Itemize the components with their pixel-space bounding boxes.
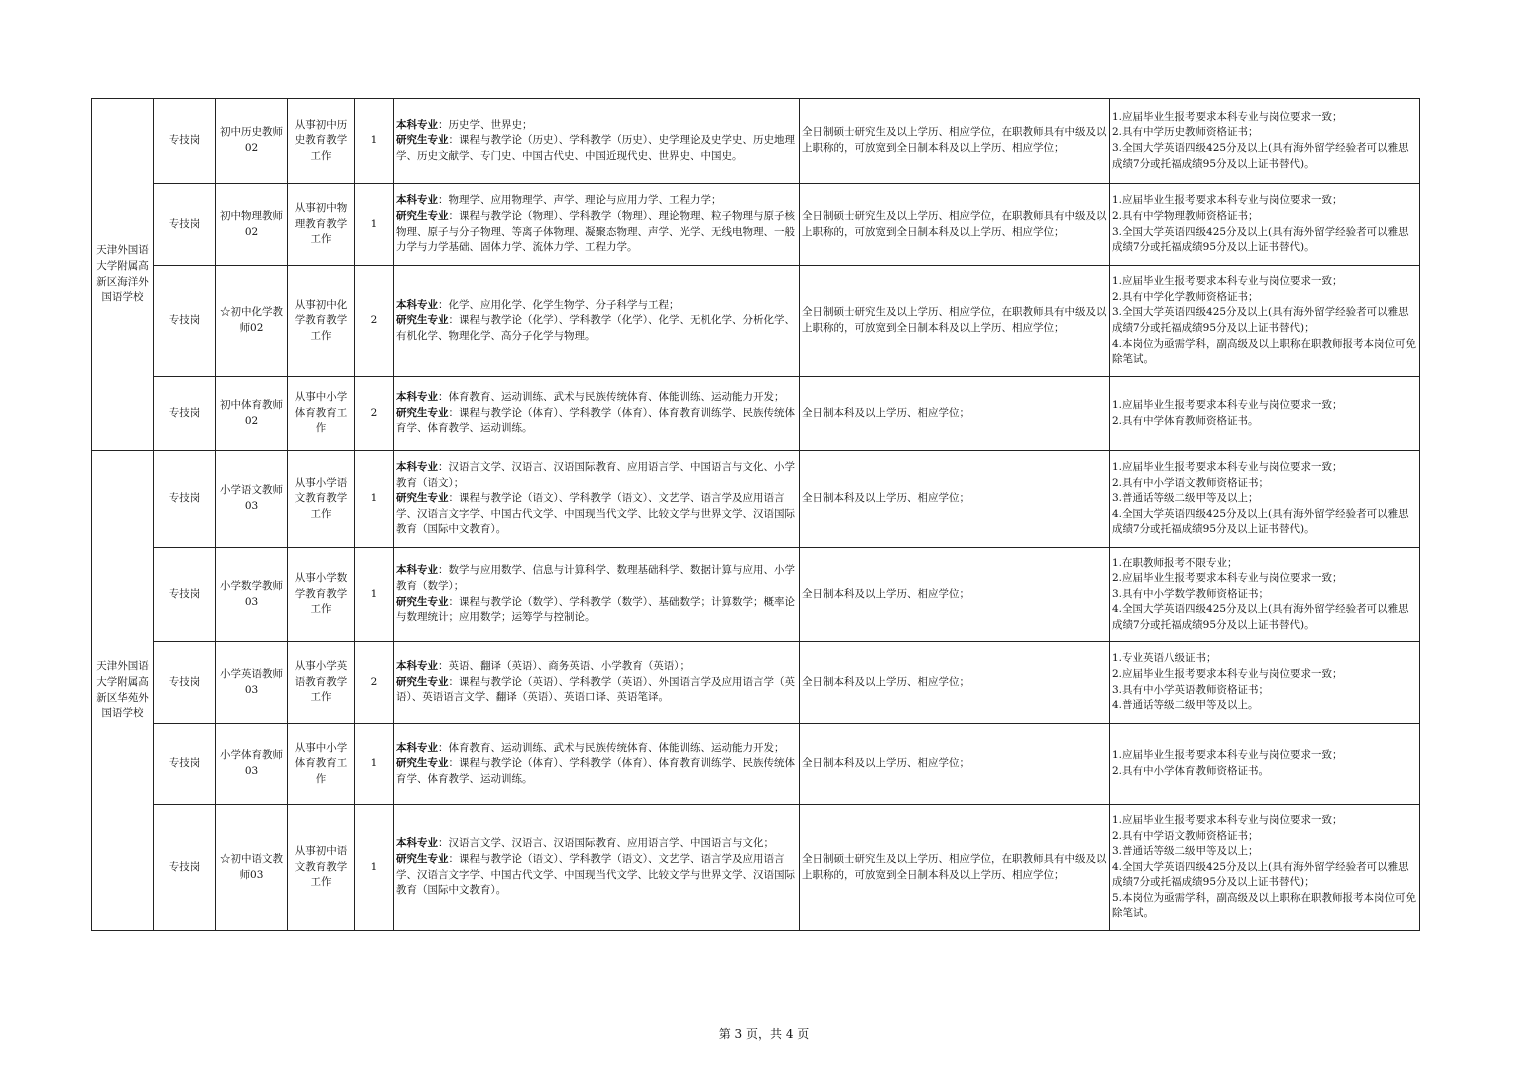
other-requirements	[1110, 451, 1420, 548]
post-type: 专技岗	[154, 377, 216, 451]
education-requirement: 全日制本科及以上学历、相应学位；	[800, 548, 1110, 642]
headcount: 1	[355, 451, 394, 548]
headcount: 1	[355, 805, 394, 931]
undergrad-majors: ：体育教育、运动训练、武术与民族传统体育、体能训练、运动能力开发；	[438, 741, 785, 754]
major-cell	[394, 377, 800, 451]
duty: 从事初中物理教育教学工作	[288, 184, 355, 266]
duty: 从事初中历史教育教学工作	[288, 99, 355, 184]
grad-label: 研究生专业	[396, 595, 449, 608]
other-requirements	[1110, 377, 1420, 451]
post-type: 专技岗	[154, 266, 216, 377]
education-requirement: 全日制硕士研究生及以上学历、相应学位，在职教师具有中级及以上职称的，可放宽到全日制本科及以上学历、相应学位；	[800, 99, 1110, 184]
grad-label: 研究生专业	[396, 209, 449, 222]
table-row	[92, 184, 1420, 266]
undergrad-majors: ：物理学、应用物理学、声学、理论与应用力学、工程力学；	[438, 194, 722, 207]
grad-label: 研究生专业	[396, 492, 449, 505]
undergrad-label: 本科专业	[396, 837, 438, 850]
other-requirements	[1110, 548, 1420, 642]
requirement-line: 2.具有中学历史教师资格证书；	[1112, 126, 1259, 139]
requirement-line: 3.具有中小学英语教师资格证书；	[1112, 683, 1270, 696]
undergrad-majors: ：历史学、世界史；	[438, 118, 533, 131]
requirement-line: 2.具有中学化学教师资格证书；	[1112, 290, 1259, 303]
duty: 从事中小学体育教育工作	[288, 724, 355, 805]
undergrad-label: 本科专业	[396, 298, 438, 311]
other-requirements	[1110, 724, 1420, 805]
major-cell	[394, 548, 800, 642]
education-requirement: 全日制硕士研究生及以上学历、相应学位，在职教师具有中级及以上职称的，可放宽到全日制本科及以上学历、相应学位；	[800, 184, 1110, 266]
requirement-line: 1.应届毕业生报考要求本科专业与岗位要求一致；	[1112, 398, 1343, 411]
post-type: 专技岗	[154, 184, 216, 266]
grad-label: 研究生专业	[396, 406, 449, 419]
table-row	[92, 377, 1420, 451]
position-name: 小学英语教师03	[216, 642, 288, 724]
requirement-line: 3.具有中小学数学教师资格证书；	[1112, 587, 1270, 600]
undergrad-label: 本科专业	[396, 564, 438, 577]
duty: 从事初中语文教育教学工作	[288, 805, 355, 931]
requirement-line: 3.全国大学英语四级425分及以上(具有海外留学经验者可以雅思成绩7分或托福成绩95分及以上证书替代)。	[1112, 142, 1409, 170]
other-requirements	[1110, 99, 1420, 184]
requirement-line: 1.在职教师报考不限专业；	[1112, 556, 1238, 569]
grad-majors: ：课程与教学论（物理）、学科教学（物理）、理论物理、粒子物理与原子核物理、原子与分子物理、等离子体物理、凝聚态物理、声学、光学、无线电物理、一般力学与力学基础、固体力学、流体力学、工程力学。	[396, 209, 795, 254]
headcount: 1	[355, 99, 394, 184]
headcount: 2	[355, 377, 394, 451]
table-row	[92, 548, 1420, 642]
grad-majors: ：课程与教学论（历史）、学科教学（历史）、史学理论及史学史、历史地理学、历史文献学、专门史、中国古代史、中国近现代史、世界史、中国史。	[396, 134, 795, 162]
grad-majors: ：课程与教学论（语文）、学科教学（语文）、文艺学、语言学及应用语言学、汉语言文字学、中国古代文学、中国现当代文学、比较文学与世界文学、汉语国际教育（国际中文教育）。	[396, 852, 795, 897]
post-type: 专技岗	[154, 548, 216, 642]
post-type: 专技岗	[154, 724, 216, 805]
requirement-line: 1.专业英语八级证书；	[1112, 652, 1217, 665]
school-name: 天津外国语大学附属高新区华苑外国语学校	[92, 451, 154, 931]
grad-majors: ：课程与教学论（体育）、学科教学（体育）、体育教育训练学、民族传统体育学、体育教学、运动训练。	[396, 757, 795, 785]
table-row	[92, 805, 1420, 931]
requirement-line: 4.本岗位为亟需学科，副高级及以上职称在职教师报考本岗位可免除笔试。	[1112, 337, 1417, 366]
position-name: 初中历史教师02	[216, 99, 288, 184]
grad-majors: ：课程与教学论（数学）、学科教学（数学）、基础数学；计算数学；概率论与数理统计；应用数学；运筹学与控制论。	[396, 595, 795, 624]
undergrad-majors: ：体育教育、运动训练、武术与民族传统体育、体能训练、运动能力开发；	[438, 391, 785, 404]
requirement-line: 3.全国大学英语四级425分及以上(具有海外留学经验者可以雅思成绩7分或托福成绩95分及以上证书替代)。	[1112, 225, 1409, 254]
other-requirements	[1110, 184, 1420, 266]
undergrad-label: 本科专业	[396, 660, 438, 673]
requirement-line: 1.应届毕业生报考要求本科专业与岗位要求一致；	[1112, 194, 1343, 207]
education-requirement: 全日制本科及以上学历、相应学位；	[800, 451, 1110, 548]
requirement-line: 2.应届毕业生报考要求本科专业与岗位要求一致；	[1112, 667, 1343, 680]
major-cell	[394, 642, 800, 724]
undergrad-label: 本科专业	[396, 391, 438, 404]
undergrad-label: 本科专业	[396, 118, 438, 131]
position-name: 小学数学教师03	[216, 548, 288, 642]
education-requirement: 全日制硕士研究生及以上学历、相应学位，在职教师具有中级及以上职称的，可放宽到全日制本科及以上学历、相应学位；	[800, 266, 1110, 377]
grad-majors: ：课程与教学论（体育）、学科教学（体育）、体育教育训练学、民族传统体育学、体育教学、运动训练。	[396, 406, 795, 435]
major-cell	[394, 724, 800, 805]
requirement-line: 2.应届毕业生报考要求本科专业与岗位要求一致；	[1112, 572, 1343, 585]
duty: 从事小学英语教育教学工作	[288, 642, 355, 724]
requirement-line: 1.应届毕业生报考要求本科专业与岗位要求一致；	[1112, 110, 1343, 123]
requirement-line: 1.应届毕业生报考要求本科专业与岗位要求一致；	[1112, 275, 1343, 288]
post-type: 专技岗	[154, 805, 216, 931]
major-cell	[394, 99, 800, 184]
position-name: ☆初中语文教师03	[216, 805, 288, 931]
undergrad-label: 本科专业	[396, 741, 438, 754]
grad-majors: ：课程与教学论（英语）、学科教学（英语）、外国语言学及应用语言学（英语）、英语语言文学、翻译（英语）、英语口译、英语笔译。	[396, 675, 795, 704]
undergrad-label: 本科专业	[396, 194, 438, 207]
table-row	[92, 451, 1420, 548]
major-cell	[394, 805, 800, 931]
grad-label: 研究生专业	[396, 314, 449, 327]
table-row	[92, 642, 1420, 724]
requirement-line: 3.普通话等级二级甲等及以上；	[1112, 845, 1259, 858]
page-number: 第 3 页，共 4 页	[718, 1027, 810, 1041]
position-name: ☆初中化学教师02	[216, 266, 288, 377]
grad-majors: ：课程与教学论（化学）、学科教学（化学）、化学、无机化学、分析化学、有机化学、物理化学、高分子化学与物理。	[396, 314, 795, 342]
grad-majors: ：课程与教学论（语文）、学科教学（语文）、文艺学、语言学及应用语言学、汉语言文字学、中国古代文学、中国现当代文学、比较文学与世界文学、汉语国际教育（国际中文教育）。	[396, 492, 795, 536]
undergrad-majors: ：化学、应用化学、化学生物学、分子科学与工程；	[438, 298, 680, 311]
undergrad-majors: ：数学与应用数学、信息与计算科学、数理基础科学、数据计算与应用、小学教育（数学）；	[396, 564, 795, 592]
major-cell	[394, 266, 800, 377]
requirement-line: 4.全国大学英语四级425分及以上(具有海外留学经验者可以雅思成绩7分或托福成绩95分及以上证书替代)。	[1112, 603, 1409, 631]
table-row	[92, 724, 1420, 805]
grad-label: 研究生专业	[396, 675, 449, 688]
table-row	[92, 266, 1420, 377]
other-requirements	[1110, 642, 1420, 724]
education-requirement: 全日制硕士研究生及以上学历、相应学位，在职教师具有中级及以上职称的，可放宽到全日制本科及以上学历、相应学位；	[800, 805, 1110, 931]
headcount: 1	[355, 548, 394, 642]
position-name: 小学语文教师03	[216, 451, 288, 548]
post-type: 专技岗	[154, 642, 216, 724]
requirement-line: 2.具有中学体育教师资格证书。	[1112, 414, 1259, 427]
requirement-line: 3.普通话等级二级甲等及以上；	[1112, 492, 1259, 505]
undergrad-majors: ：汉语言文学、汉语言、汉语国际教育、应用语言学、中国语言与文化；	[438, 837, 774, 850]
requirement-line: 2.具有中学语文教师资格证书；	[1112, 829, 1259, 842]
headcount: 1	[355, 724, 394, 805]
requirement-line: 2.具有中小学语文教师资格证书；	[1112, 476, 1270, 489]
recruitment-table	[91, 98, 1420, 931]
grad-label: 研究生专业	[396, 134, 449, 147]
undergrad-majors: ：汉语言文学、汉语言、汉语国际教育、应用语言学、中国语言与文化、小学教育（语文）；	[396, 461, 795, 489]
major-cell	[394, 451, 800, 548]
headcount: 1	[355, 184, 394, 266]
duty: 从事小学数学教育教学工作	[288, 548, 355, 642]
school-name: 天津外国语大学附属高新区海洋外国语学校	[92, 99, 154, 451]
major-cell	[394, 184, 800, 266]
headcount: 2	[355, 642, 394, 724]
requirement-line: 1.应届毕业生报考要求本科专业与岗位要求一致；	[1112, 813, 1343, 826]
duty: 从事小学语文教育教学工作	[288, 451, 355, 548]
education-requirement: 全日制本科及以上学历、相应学位；	[800, 724, 1110, 805]
duty: 从事中小学体育教育工作	[288, 377, 355, 451]
education-requirement: 全日制本科及以上学历、相应学位；	[800, 642, 1110, 724]
undergrad-majors: ：英语、翻译（英语）、商务英语、小学教育（英语）；	[438, 660, 690, 673]
requirement-line: 1.应届毕业生报考要求本科专业与岗位要求一致；	[1112, 461, 1343, 474]
education-requirement: 全日制本科及以上学历、相应学位；	[800, 377, 1110, 451]
headcount: 2	[355, 266, 394, 377]
other-requirements	[1110, 805, 1420, 931]
position-name: 初中物理教师02	[216, 184, 288, 266]
position-name: 初中体育教师02	[216, 377, 288, 451]
requirement-line: 4.全国大学英语四级425分及以上(具有海外留学经验者可以雅思成绩7分或托福成绩95分及以上证书替代)；	[1112, 860, 1409, 889]
post-type: 专技岗	[154, 451, 216, 548]
post-type: 专技岗	[154, 99, 216, 184]
requirement-line: 3.全国大学英语四级425分及以上(具有海外留学经验者可以雅思成绩7分或托福成绩95分及以上证书替代)；	[1112, 306, 1409, 334]
position-name: 小学体育教师03	[216, 724, 288, 805]
requirement-line: 2.具有中学物理教师资格证书；	[1112, 209, 1259, 222]
undergrad-label: 本科专业	[396, 461, 438, 474]
duty: 从事初中化学教育教学工作	[288, 266, 355, 377]
grad-label: 研究生专业	[396, 852, 449, 865]
requirement-line: 4.普通话等级二级甲等及以上。	[1112, 699, 1259, 712]
requirement-line: 2.具有中小学体育教师资格证书。	[1112, 765, 1270, 777]
requirement-line: 4.全国大学英语四级425分及以上(具有海外留学经验者可以雅思成绩7分或托福成绩95分及以上证书替代)。	[1112, 507, 1409, 536]
requirement-line: 5.本岗位为亟需学科，副高级及以上职称在职教师报考本岗位可免除笔试。	[1112, 891, 1417, 920]
requirement-line: 1.应届毕业生报考要求本科专业与岗位要求一致；	[1112, 749, 1343, 762]
table-row	[92, 99, 1420, 184]
grad-label: 研究生专业	[396, 757, 449, 770]
other-requirements	[1110, 266, 1420, 377]
